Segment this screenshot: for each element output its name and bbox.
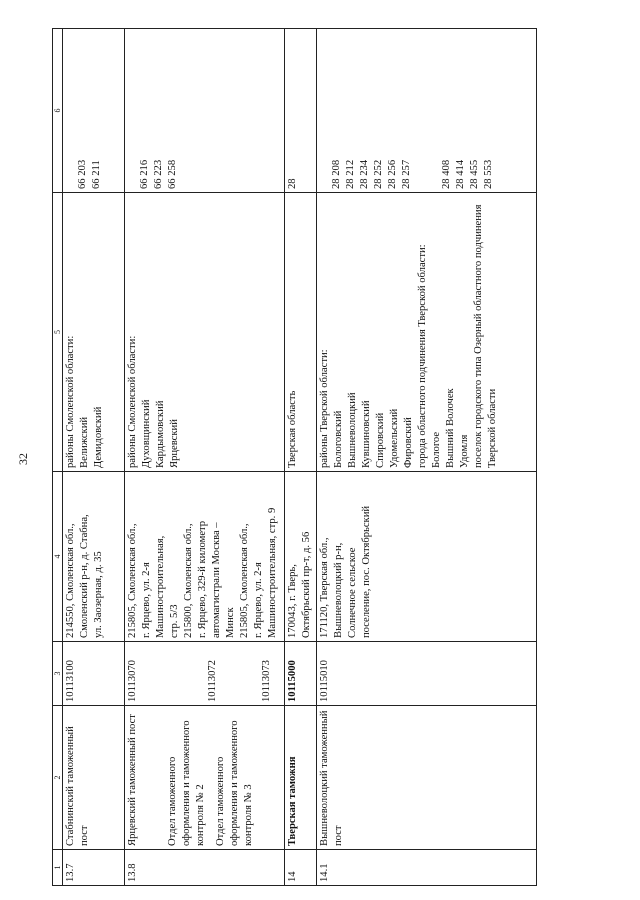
address-line: Минск: [224, 607, 236, 638]
okato-code: 28 553: [482, 159, 494, 189]
okato-code: 66 258: [166, 159, 178, 189]
okato-code: 28 455: [468, 159, 480, 189]
customs-code: 10115000: [285, 642, 317, 706]
region-line: районы Тверской области:: [319, 349, 330, 468]
region-line: районы Смоленской области:: [65, 335, 76, 468]
address-line: г. Ярцево, 329-й километр: [196, 520, 208, 638]
address-line: поселение, пос. Октябрьский: [360, 505, 372, 638]
okato-spacer: [64, 32, 76, 189]
address-line: 215800, Смоленская обл.,: [182, 523, 194, 638]
spacer: [140, 709, 166, 846]
spacer: [140, 645, 206, 702]
row-number: 13.8: [125, 850, 285, 886]
okato-code: 28 408: [440, 159, 452, 189]
region-line: Бологовский: [332, 410, 344, 468]
regions-cell: [125, 193, 285, 472]
customs-name: Вышневолоцкий таможенный пост: [317, 706, 537, 850]
okato-code: 28 252: [372, 159, 384, 189]
address-line: г. Ярцево, ул. 2-я: [252, 562, 264, 638]
address-line: Машиностроительная, стр. 9: [266, 507, 278, 638]
region-line: Вышний Волочек: [444, 388, 456, 468]
region-line: Духовщинский: [140, 399, 152, 468]
row-number: 13.7: [63, 850, 125, 886]
row-number: 14: [285, 850, 317, 886]
address-line: ул. Заозерная, д. 35: [92, 551, 104, 638]
address-line: 170043, г. Тверь,: [287, 564, 298, 638]
address-cell: [285, 472, 317, 642]
customs-code: 10113070: [127, 660, 138, 702]
region-line: Удомля: [458, 434, 470, 468]
okato-code: 28: [287, 178, 298, 189]
address-cell: [125, 472, 285, 642]
regions-cell: [63, 193, 125, 472]
region-line: города областного подчинения Тверской области:: [416, 244, 428, 468]
okato-code: 66 211: [90, 160, 102, 189]
okato-code: 28 212: [344, 159, 356, 189]
region-line: районы Смоленской области:: [127, 335, 138, 468]
okato-code: 66 216: [139, 159, 150, 189]
okato-cell: [63, 29, 125, 193]
customs-code: 10113100: [63, 642, 125, 706]
okato-code: 66 203: [77, 159, 88, 189]
okato-code: 28 257: [400, 159, 412, 189]
customs-code-cell: [125, 642, 285, 706]
row-number: 14.1: [317, 850, 537, 886]
table-row-14-1: [317, 29, 537, 886]
region-line: Ярцевский: [168, 419, 180, 468]
address-cell: [63, 472, 125, 642]
region-line: Велижский: [78, 416, 90, 468]
okato-spacer: [126, 32, 138, 189]
address-cell: [317, 472, 537, 642]
address-line: Смоленский р-н, д. Стабна,: [78, 514, 90, 638]
customs-name: Ярцевский таможенный пост: [127, 714, 138, 846]
customs-code: 10113073: [260, 660, 272, 702]
spacer: [220, 645, 260, 702]
address-line: 215805, Смоленская обл.,: [127, 523, 138, 638]
okato-code: 28 414: [454, 159, 466, 189]
customs-name-cell: [125, 706, 285, 850]
address-line: 214550, Смоленская обл.,: [65, 523, 76, 638]
customs-name: Тверская таможня: [285, 706, 317, 850]
okato-spacer: [318, 32, 330, 189]
address-line: Октябрьский пр-т, д. 56: [300, 531, 312, 638]
okato-cell: [285, 29, 317, 193]
customs-subdivision-name: Отдел таможенного оформления и таможенного контроля № 3: [214, 720, 254, 846]
region-line: Спировский: [374, 412, 386, 468]
table-row-13-7: [63, 29, 125, 886]
okato-code: 28 234: [358, 159, 370, 189]
col-header-4: 4: [53, 472, 63, 642]
col-header-1: 1: [53, 850, 63, 886]
okato-spacer: [414, 32, 440, 189]
address-line: г. Ярцево, ул. 2-я: [140, 562, 152, 638]
customs-code: 10113072: [206, 660, 218, 702]
customs-name: Стабнинский таможенный пост: [63, 706, 125, 850]
table-row-14: [285, 29, 317, 886]
region-line: поселок городского типа Озерный областного подчинения Тверской области: [472, 204, 498, 468]
address-line: стр. 5/3: [168, 604, 180, 638]
address-line: Солнечное сельское: [346, 547, 358, 638]
address-line: 215805, Смоленская обл.,: [238, 523, 250, 638]
region-line: Кардымовский: [154, 400, 166, 468]
okato-code: 66 223: [152, 159, 164, 189]
okato-cell: [125, 29, 285, 193]
okato-cell: [317, 29, 537, 193]
col-header-5: 5: [53, 193, 63, 472]
customs-table: [52, 28, 537, 886]
col-header-3: 3: [53, 642, 63, 706]
address-line: 171120, Тверская обл.,: [319, 537, 330, 638]
address-line: Вышневолоцкий р-н,: [332, 542, 344, 638]
address-line: Машиностроительная,: [154, 535, 166, 638]
regions-cell: [285, 193, 317, 472]
region-line: Кувшиновский: [360, 400, 372, 468]
region-line: Демидовский: [92, 406, 104, 468]
column-number-row: [53, 29, 63, 886]
customs-code: 10115010: [317, 642, 537, 706]
col-header-6: 6: [53, 29, 63, 193]
address-line: автомагистрали Москва –: [210, 522, 222, 638]
region-line: Фировский: [402, 417, 414, 468]
region-line: Бологое: [430, 431, 442, 468]
page-number: 32: [16, 453, 30, 465]
regions-cell: [317, 193, 537, 472]
col-header-2: 2: [53, 706, 63, 850]
region-line: Вышневолоцкий: [346, 392, 358, 468]
okato-code: 28 208: [331, 159, 342, 189]
region-line: Тверская область: [287, 390, 298, 468]
table-row-13-8: [125, 29, 285, 886]
customs-subdivision-name: Отдел таможенного оформления и таможенного контроля № 2: [166, 720, 206, 846]
okato-code: 28 256: [386, 159, 398, 189]
region-line: Удомельский: [388, 408, 400, 468]
rotated-table-container: [52, 29, 587, 886]
